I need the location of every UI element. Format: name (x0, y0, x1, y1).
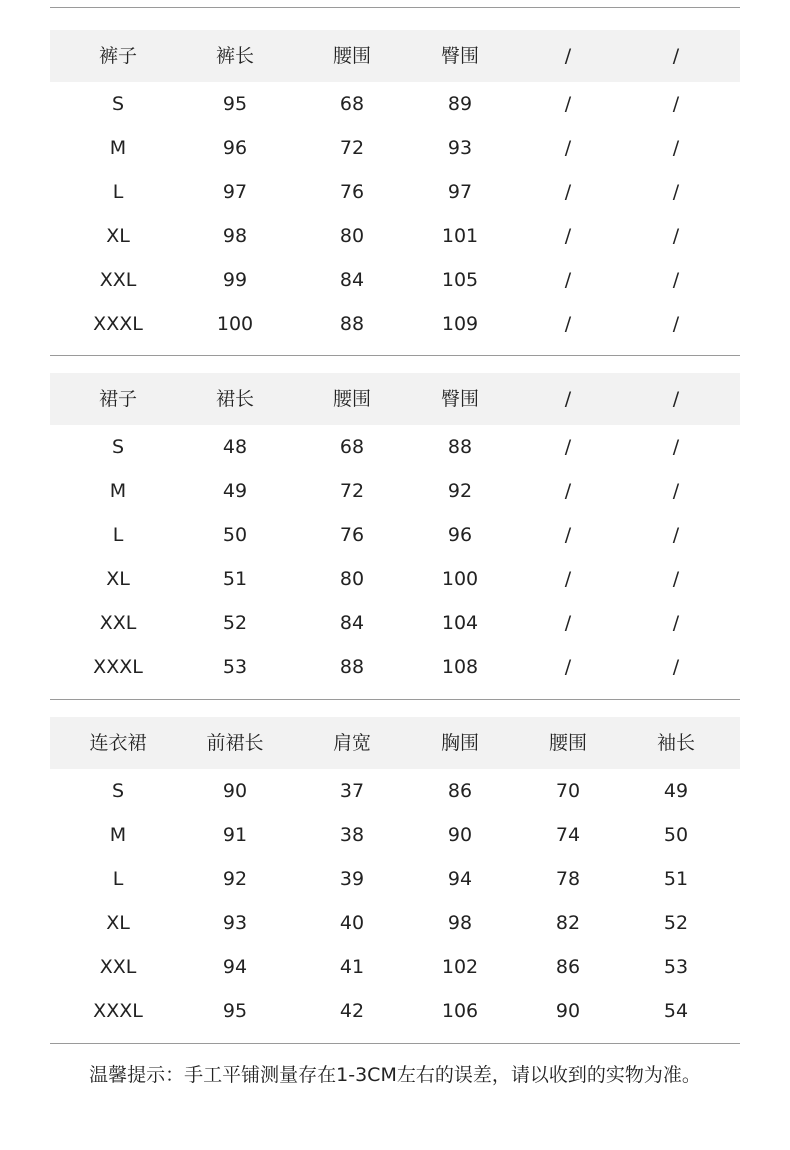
size-cell: S (111, 436, 125, 458)
value-cell: 49 (222, 480, 248, 502)
header-cell: / (672, 45, 680, 67)
value-cell: 90 (555, 1000, 581, 1022)
value-cell: 39 (339, 868, 365, 890)
size-cell: L (112, 868, 124, 890)
table-row (50, 945, 740, 989)
size-table-dress (50, 717, 740, 1033)
size-cell: S (111, 780, 125, 802)
size-cell: XXL (99, 612, 137, 634)
table-header-row (50, 717, 740, 769)
value-cell: 38 (339, 824, 365, 846)
header-cell: 臀围 (440, 388, 479, 410)
value-cell: 50 (222, 524, 248, 546)
value-cell: 54 (663, 1000, 689, 1022)
table-row (50, 601, 740, 645)
value-cell: 76 (339, 181, 365, 203)
size-cell: XL (106, 568, 130, 590)
value-cell: 86 (555, 956, 581, 978)
table-row (50, 645, 740, 689)
value-cell: 104 (441, 612, 479, 634)
size-cell: XXXL (93, 313, 143, 335)
header-cell: 裙子 (98, 388, 137, 410)
value-cell: 80 (339, 568, 365, 590)
value-cell: 51 (663, 868, 689, 890)
value-cell: 100 (441, 568, 479, 590)
value-cell: 92 (447, 480, 473, 502)
value-cell: 88 (339, 656, 365, 678)
table-row (50, 214, 740, 258)
size-cell: M (109, 480, 127, 502)
table-row (50, 425, 740, 469)
value-cell: 101 (441, 225, 479, 247)
value-cell: 94 (447, 868, 473, 890)
header-cell: / (564, 45, 572, 67)
value-cell: / (564, 269, 572, 291)
size-cell: M (109, 137, 127, 159)
value-cell: 42 (339, 1000, 365, 1022)
value-cell: 51 (222, 568, 248, 590)
value-cell: 74 (555, 824, 581, 846)
table-row (50, 170, 740, 214)
value-cell: 78 (555, 868, 581, 890)
value-cell: 105 (441, 269, 479, 291)
value-cell: 106 (441, 1000, 479, 1022)
header-cell: 腰围 (332, 388, 371, 410)
value-cell: / (564, 656, 572, 678)
value-cell: / (564, 480, 572, 502)
header-cell: 肩宽 (332, 732, 371, 754)
value-cell: / (672, 612, 680, 634)
value-cell: / (564, 181, 572, 203)
value-cell: / (564, 137, 572, 159)
size-table-skirt (50, 373, 740, 689)
table-row (50, 258, 740, 302)
header-cell: 裤子 (98, 45, 137, 67)
value-cell: / (672, 93, 680, 115)
value-cell: 52 (222, 612, 248, 634)
value-cell: / (564, 524, 572, 546)
table-row (50, 901, 740, 945)
value-cell: 98 (222, 225, 248, 247)
value-cell: 84 (339, 269, 365, 291)
header-cell: 袖长 (656, 732, 695, 754)
value-cell: 95 (222, 93, 248, 115)
value-cell: 92 (222, 868, 248, 890)
value-cell: 89 (447, 93, 473, 115)
value-cell: 48 (222, 436, 248, 458)
size-cell: L (112, 181, 124, 203)
value-cell: 50 (663, 824, 689, 846)
divider (50, 699, 740, 700)
size-cell: M (109, 824, 127, 846)
table-row (50, 126, 740, 170)
table-row (50, 469, 740, 513)
value-cell: 68 (339, 436, 365, 458)
value-cell: 95 (222, 1000, 248, 1022)
size-cell: XL (106, 225, 130, 247)
value-cell: / (672, 269, 680, 291)
value-cell: 98 (447, 912, 473, 934)
header-cell: 连衣裙 (89, 732, 147, 754)
value-cell: / (564, 612, 572, 634)
measurement-note: 温馨提示：手工平铺测量存在1-3CM左右的误差，请以收到的实物为准。 (89, 1064, 701, 1086)
size-cell: XXXL (93, 656, 143, 678)
value-cell: 49 (663, 780, 689, 802)
value-cell: / (672, 656, 680, 678)
value-cell: 82 (555, 912, 581, 934)
divider-top (50, 7, 740, 8)
header-cell: 裙长 (215, 388, 254, 410)
value-cell: 80 (339, 225, 365, 247)
table-row (50, 557, 740, 601)
header-cell: / (672, 388, 680, 410)
size-cell: XXXL (93, 1000, 143, 1022)
size-cell: S (111, 93, 125, 115)
value-cell: 70 (555, 780, 581, 802)
table-row (50, 769, 740, 813)
size-cell: XL (106, 912, 130, 934)
value-cell: / (564, 93, 572, 115)
value-cell: 96 (222, 137, 248, 159)
value-cell: 102 (441, 956, 479, 978)
value-cell: 90 (222, 780, 248, 802)
size-cell: XXL (99, 956, 137, 978)
header-cell: 胸围 (440, 732, 479, 754)
table-row (50, 513, 740, 557)
size-cell: XXL (99, 269, 137, 291)
value-cell: 76 (339, 524, 365, 546)
value-cell: 40 (339, 912, 365, 934)
value-cell: / (672, 436, 680, 458)
value-cell: 108 (441, 656, 479, 678)
table-row (50, 82, 740, 126)
table-row (50, 989, 740, 1033)
value-cell: / (564, 436, 572, 458)
value-cell: 96 (447, 524, 473, 546)
value-cell: 41 (339, 956, 365, 978)
table-header-row (50, 30, 740, 82)
value-cell: 53 (222, 656, 248, 678)
value-cell: / (672, 225, 680, 247)
value-cell: / (672, 313, 680, 335)
value-cell: / (564, 225, 572, 247)
header-cell: 臀围 (440, 45, 479, 67)
header-cell: / (564, 388, 572, 410)
value-cell: 99 (222, 269, 248, 291)
size-table-pants (50, 30, 740, 346)
header-cell: 腰围 (332, 45, 371, 67)
value-cell: / (672, 480, 680, 502)
value-cell: 97 (447, 181, 473, 203)
value-cell: / (564, 568, 572, 590)
value-cell: / (564, 313, 572, 335)
table-row (50, 813, 740, 857)
value-cell: 52 (663, 912, 689, 934)
value-cell: 86 (447, 780, 473, 802)
value-cell: 90 (447, 824, 473, 846)
size-cell: L (112, 524, 124, 546)
value-cell: 37 (339, 780, 365, 802)
value-cell: 100 (216, 313, 254, 335)
divider (50, 1043, 740, 1044)
value-cell: 72 (339, 480, 365, 502)
table-header-row (50, 373, 740, 425)
value-cell: 84 (339, 612, 365, 634)
value-cell: 72 (339, 137, 365, 159)
value-cell: 93 (222, 912, 248, 934)
divider (50, 355, 740, 356)
value-cell: / (672, 568, 680, 590)
header-cell: 前裙长 (206, 732, 264, 754)
table-row (50, 857, 740, 901)
value-cell: 93 (447, 137, 473, 159)
value-cell: 97 (222, 181, 248, 203)
value-cell: / (672, 524, 680, 546)
value-cell: 94 (222, 956, 248, 978)
value-cell: 88 (339, 313, 365, 335)
value-cell: 109 (441, 313, 479, 335)
header-cell: 裤长 (215, 45, 254, 67)
value-cell: 88 (447, 436, 473, 458)
header-cell: 腰围 (548, 732, 587, 754)
value-cell: 53 (663, 956, 689, 978)
value-cell: 91 (222, 824, 248, 846)
value-cell: / (672, 137, 680, 159)
table-row (50, 302, 740, 346)
value-cell: 68 (339, 93, 365, 115)
value-cell: / (672, 181, 680, 203)
